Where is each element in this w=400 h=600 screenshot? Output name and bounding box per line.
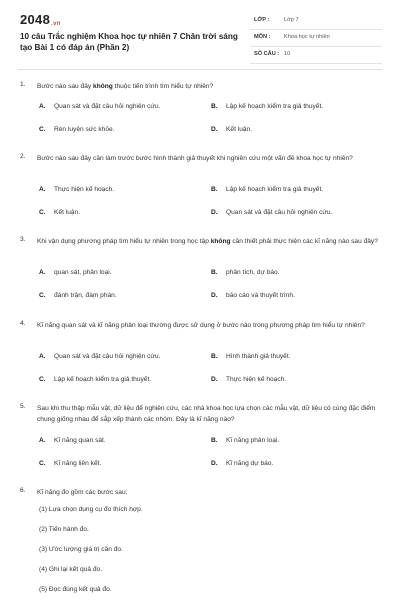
step-item: (2) Tiến hành đo.	[39, 526, 89, 533]
option-text: Kĩ năng quan sát.	[54, 437, 106, 444]
option-c[interactable]	[39, 209, 80, 216]
option-text: Lập kế hoạch kiểm tra giả thuyết.	[54, 376, 152, 383]
question-number: 2.	[20, 153, 26, 160]
logo-suffix: .vn	[51, 21, 61, 27]
option-a[interactable]	[39, 269, 112, 276]
question-emphasis: không	[210, 238, 231, 245]
option-b[interactable]	[211, 186, 323, 193]
option-label: B.	[211, 186, 218, 193]
question-number: 1.	[20, 81, 26, 88]
option-label: C.	[39, 292, 46, 299]
meta-key: SỐ CÂU :	[254, 51, 280, 57]
question-text-part: Khi vận dụng phương pháp tìm hiểu tự nhiên trong học tập	[37, 238, 211, 245]
option-text: phân tích, dự báo.	[226, 269, 280, 276]
step-item: (5) Đọc đúng kết quả đo.	[39, 586, 112, 593]
option-label: B.	[211, 103, 218, 110]
question-1	[20, 81, 382, 141]
option-label: D.	[211, 292, 218, 299]
option-text: báo cáo và thuyết trình.	[226, 292, 295, 299]
question-text: Bước nào sau đây cần làm trước bước hình thành giả thuyết khi nghiên cứu một vấn đề khoa học tự nhiên?	[37, 155, 353, 162]
option-a[interactable]	[39, 103, 160, 110]
meta-row-subject	[250, 30, 382, 47]
meta-table	[250, 13, 382, 64]
option-text: Kĩ năng liên kết.	[54, 460, 102, 467]
option-label: A.	[39, 353, 46, 360]
option-text: Kĩ năng phân loại.	[226, 437, 280, 444]
question-number: 3.	[20, 236, 26, 243]
option-label: D.	[211, 376, 218, 383]
step-item: (1) Lựa chọn dụng cụ đo thích hợp.	[39, 506, 143, 513]
question-number: 5.	[20, 403, 26, 410]
option-a[interactable]	[39, 437, 106, 444]
option-label: D.	[211, 460, 218, 467]
option-c[interactable]	[39, 292, 117, 299]
option-text: Kĩ năng dự báo.	[226, 460, 274, 467]
question-3	[20, 236, 382, 306]
option-text: Kết luận.	[54, 209, 81, 216]
option-d[interactable]	[211, 460, 273, 467]
question-text-part: cần thiết phải thực hiện các kĩ năng nào sau đây?	[230, 238, 378, 245]
option-a[interactable]	[39, 186, 114, 193]
question-5	[20, 403, 382, 483]
option-label: B.	[211, 353, 218, 360]
option-c[interactable]	[39, 460, 101, 467]
option-label: C.	[39, 376, 46, 383]
option-label: B.	[211, 437, 218, 444]
option-text: Quan sát và đặt câu hỏi nghiên cứu.	[54, 103, 161, 110]
option-label: A.	[39, 103, 46, 110]
step-item: (4) Ghi lại kết quả đo.	[39, 566, 103, 573]
meta-row-count	[250, 47, 382, 64]
option-d[interactable]	[211, 376, 286, 383]
document-header	[0, 0, 400, 64]
site-logo[interactable]	[20, 12, 61, 27]
option-label: A.	[39, 437, 46, 444]
meta-row-grade	[250, 13, 382, 30]
option-text: Rèn luyện sức khỏe.	[54, 126, 115, 133]
option-b[interactable]	[211, 437, 279, 444]
option-label: A.	[39, 269, 46, 276]
option-b[interactable]	[211, 103, 323, 110]
option-a[interactable]	[39, 353, 160, 360]
option-text: quan sát, phân loại.	[54, 269, 112, 276]
option-text: Quan sát và đặt câu hỏi nghiên cứu.	[226, 209, 333, 216]
question-6	[20, 487, 382, 597]
option-d[interactable]	[211, 126, 252, 133]
logo-text: 2048	[20, 12, 51, 27]
step-item: (3) Ước lượng giá trị cần đo.	[39, 546, 123, 553]
option-text: Lập kế hoạch kiểm tra giả thuyết.	[226, 103, 324, 110]
question-text: Sau khi thu thập mẫu vật, dữ liệu để nghiên cứu, các nhà khoa học lựa chọn các mẫu vật, dữ liệu có cùng đặc điểm chung giống nhau để sắp xếp thành các nhóm. Đây là kĩ năng nào?	[37, 405, 376, 423]
question-text-part: thuộc tiến trình tìm hiểu tự nhiên?	[112, 83, 214, 90]
meta-key: MÔN :	[254, 34, 271, 40]
question-4	[20, 320, 382, 390]
question-text: Kĩ năng đo gồm các bước sau:	[37, 489, 128, 496]
option-text: Lập kế hoạch kiểm tra giả thuyết.	[226, 186, 324, 193]
option-text: Quan sát và đặt câu hỏi nghiên cứu.	[54, 353, 161, 360]
question-number: 4.	[20, 320, 26, 327]
option-label: D.	[211, 209, 218, 216]
meta-value: Lớp 7	[284, 17, 299, 23]
option-b[interactable]	[211, 353, 291, 360]
document-title: 10 câu Trắc nghiệm Khoa học tự nhiên 7 Chân trời sáng tạo Bài 1 có đáp án (Phần 2)	[20, 32, 238, 52]
option-text: Thực hiện kế hoạch.	[226, 376, 287, 383]
option-label: A.	[39, 186, 46, 193]
option-b[interactable]	[211, 269, 280, 276]
option-label: D.	[211, 126, 218, 133]
option-text: Kết luận.	[226, 126, 253, 133]
option-text: Hình thành giả thuyết.	[226, 353, 291, 360]
question-text-part: Bước nào sau đây	[37, 83, 94, 90]
meta-value: Khoa học tự nhiên	[284, 34, 330, 40]
option-label: C.	[39, 209, 46, 216]
question-emphasis: không	[93, 83, 113, 90]
option-c[interactable]	[39, 376, 151, 383]
option-label: B.	[211, 269, 218, 276]
question-text	[37, 81, 380, 92]
question-text: Kĩ năng quan sát và kĩ năng phân loại thường được sử dụng ở bước nào trong phương pháp tìm hiểu tự nhiên?	[37, 322, 365, 329]
question-2	[20, 153, 382, 223]
option-text: Thực hiện kế hoạch.	[54, 186, 115, 193]
meta-key: LỚP :	[254, 17, 270, 23]
option-d[interactable]	[211, 209, 332, 216]
option-label: C.	[39, 460, 46, 467]
option-d[interactable]	[211, 292, 295, 299]
option-c[interactable]	[39, 126, 115, 133]
question-text	[37, 236, 380, 247]
meta-value: 10	[284, 51, 291, 57]
question-number: 6.	[20, 487, 26, 494]
header-divider	[18, 69, 382, 70]
option-text: đánh trận, đàm phán.	[54, 292, 117, 299]
option-label: C.	[39, 126, 46, 133]
